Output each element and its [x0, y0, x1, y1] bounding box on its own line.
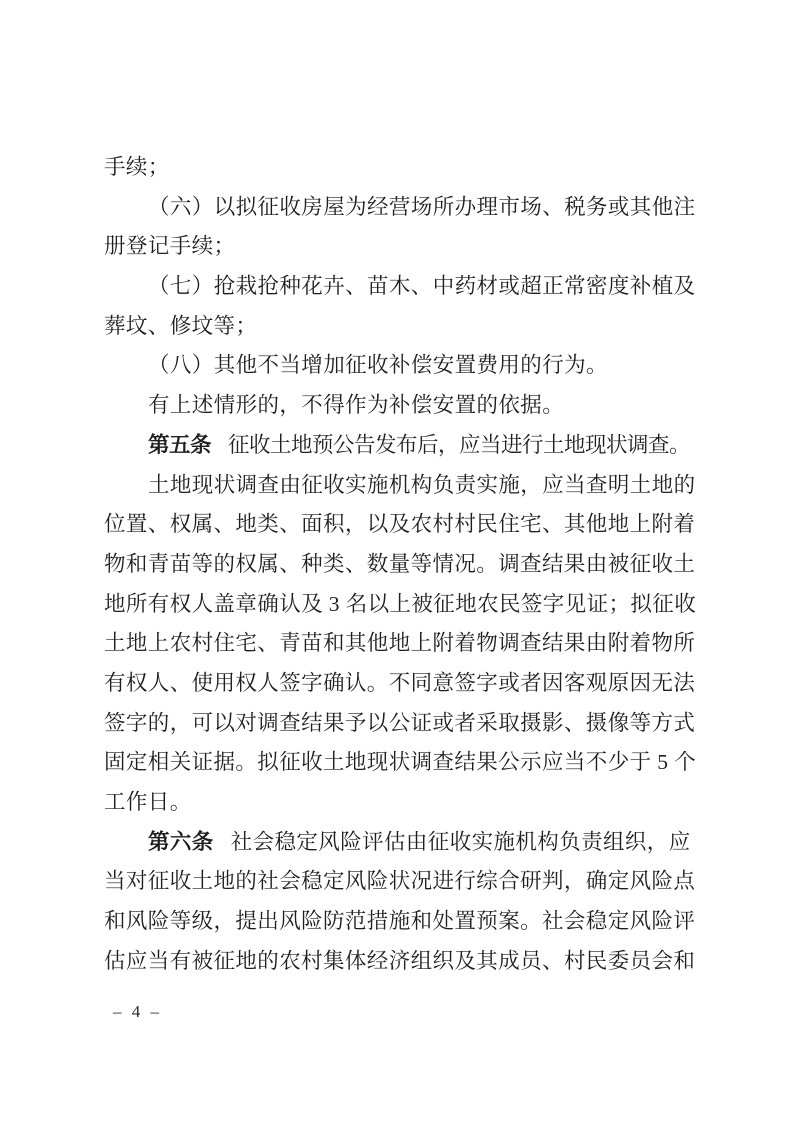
- article-number-bold: 第五条: [148, 432, 212, 457]
- document-line: 册登记手续；: [104, 234, 236, 259]
- document-line-article-5: [104, 426, 698, 466]
- document-line: 手续；: [104, 155, 170, 179]
- document-line: （八）其他不当增加征收补偿安置费用的行为。: [148, 353, 608, 378]
- article-number-bold: 第六条: [148, 829, 214, 854]
- document-line: 当对征收土地的社会稳定风险状况进行综合研判，确定风险点: [104, 869, 696, 894]
- document-line: 固定相关证据。拟征收土地现状调查结果公示应当不少于 5 个: [104, 750, 697, 775]
- document-line: 土地上农村住宅、青苗和其他地上附着物调查结果由附着物所: [104, 631, 696, 656]
- page-number: – 4 –: [113, 1002, 162, 1021]
- document-line: 签字的，可以对调查结果予以公证或者采取摄影、摄像等方式: [104, 710, 696, 735]
- document-line: 有上述情形的，不得作为补偿安置的依据。: [148, 393, 565, 418]
- document-line: 有权人、使用权人签字确认。不同意签字或者因客观原因无法: [104, 670, 696, 695]
- article-text: 征收土地预公告发布后，应当进行土地现状调查。: [228, 432, 691, 457]
- document-body: [104, 148, 698, 981]
- document-line: 工作日。: [104, 790, 192, 814]
- document-line: 和风险等级，提出风险防范措施和处置预案。社会稳定风险评: [104, 909, 696, 934]
- document-line: （六）以拟征收房屋为经营场所办理市场、税务或其他注: [148, 194, 696, 219]
- document-line: 物和青苗等的权属、种类、数量等情况。调查结果由被征收土: [104, 551, 696, 576]
- document-line: 位置、权属、地类、面积，以及农村村民住宅、其他地上附着: [104, 512, 696, 537]
- document-line: （七）抢栽抢种花卉、苗木、中药材或超正常密度补植及: [148, 274, 696, 299]
- document-line: 土地现状调查由征收实施机构负责实施，应当查明土地的: [148, 472, 696, 497]
- document-line: 地所有权人盖章确认及 3 名以上被征地农民签字见证；拟征收: [104, 591, 697, 616]
- article-text: 社会稳定风险评估由征收实施机构负责组织，应: [230, 829, 691, 854]
- document-line: 估应当有被征地的农村集体经济组织及其成员、村民委员会和: [104, 948, 696, 973]
- document-line-article-6: [104, 823, 698, 863]
- document-line: 葬坟、修坟等；: [104, 313, 258, 338]
